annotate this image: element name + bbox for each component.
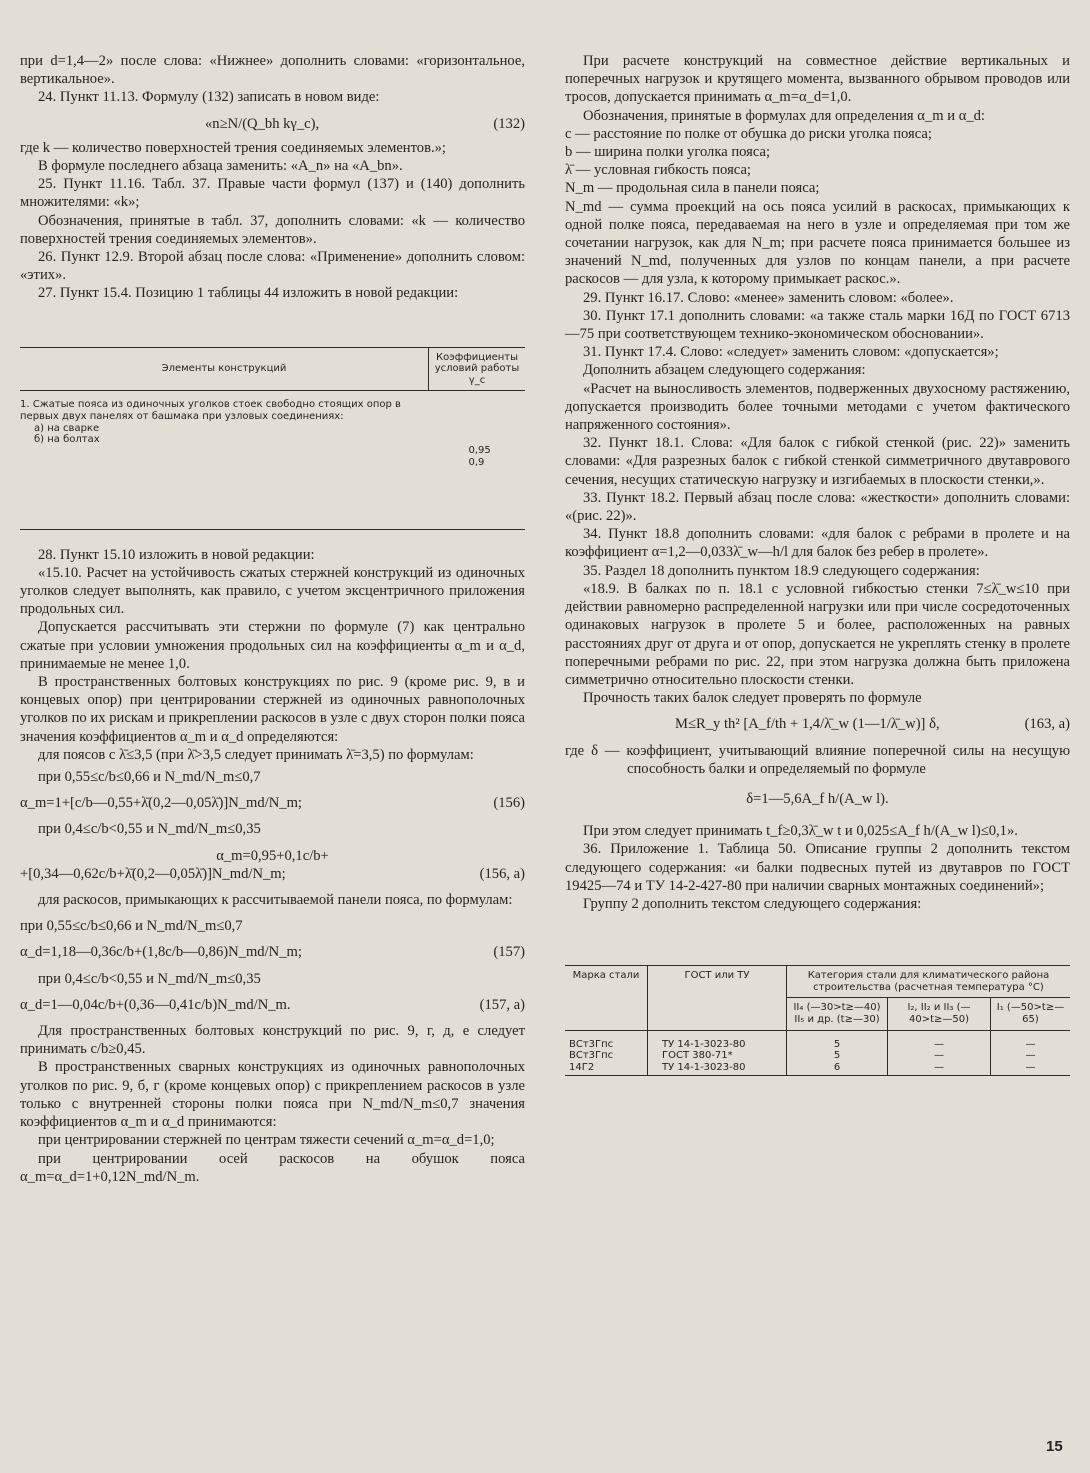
formula-text: +[0,34—0,62c/b+λ̄(0,2—0,05λ̄)]N_md/N_m; <box>20 865 286 882</box>
paragraph: для поясов с λ̄≤3,5 (при λ̄>3,5 следует принимать λ̄=3,5) по формулам: <box>38 746 474 763</box>
formula-number: (156) <box>493 795 525 812</box>
left-column <box>20 52 525 1186</box>
paragraph: 34. Пункт 18.8 дополнить словами: «для балок с ребрами в пролете и на коэффициент α=1,2—0,033λ̄_w—h/l для балок без ребер в пролете». <box>565 526 1070 561</box>
cell-value: 0,9 <box>468 457 485 469</box>
paragraph: 32. Пункт 18.1. Слова: «Для балок с гибкой стенкой (рис. 22)» заменить словами: «Для разрезных балок с гибкой стенкой симметричного двутаврового сечения, несущих статическую нагрузку и изгибаемых в плоскости стенки,». <box>565 435 1070 488</box>
paragraph: 27. Пункт 15.4. Позицию 1 таблицы 44 изложить в новой редакции: <box>38 285 459 302</box>
table-header: I₁ (—50>t≥—65) <box>991 998 1071 1030</box>
paragraph: λ̄ — условная гибкость пояса; <box>565 162 751 179</box>
page-number: 15 <box>1046 1438 1063 1455</box>
paragraph: 25. Пункт 11.16. Табл. 37. Правые части формул (137) и (140) дополнить множителями: «k»; <box>20 176 525 211</box>
table-cell: 5 5 6 <box>787 1030 888 1076</box>
formula-163a <box>565 715 1070 733</box>
table-header: I₂, II₂ и II₃ (—40>t≥—50) <box>888 998 991 1030</box>
paragraph: 31. Пункт 17.4. Слово: «следует» заменить словом: «допускается»; <box>583 344 999 361</box>
paragraph: где k — количество поверхностей трения соединяемых элементов.»; <box>20 139 446 156</box>
paragraph: c — расстояние по полке от обушка до риски уголка пояса; <box>565 125 932 142</box>
formula-number: (132) <box>493 115 525 132</box>
formula-156a <box>20 865 525 883</box>
cell-text: б) на болтах <box>34 434 100 446</box>
formula-text: α_d=1—0,04c/b+(0,36—0,41c/b)N_md/N_m. <box>20 996 291 1013</box>
formula-number: (157, а) <box>479 996 525 1013</box>
table-row <box>565 1030 1070 1076</box>
table-header: II₄ (—30>t≥—40) II₅ и др. (t≥—30) <box>787 998 888 1030</box>
formula-number: (163, а) <box>1024 716 1070 733</box>
paragraph: Обозначения, принятые в формулах для определения α_m и α_d: <box>583 107 985 124</box>
paragraph: N_m — продольная сила в панели пояса; <box>565 180 820 197</box>
paragraph: 24. Пункт 11.13. Формулу (132) записать в новом виде: <box>38 89 380 106</box>
paragraph: «15.10. Расчет на устойчивость сжатых стержней конструкций из одиночных уголков следует выполнять, как правило, с учетом эксцентричного приложения продольных сил. <box>20 564 525 618</box>
table-row <box>20 391 525 529</box>
paragraph: При этом следует принимать t_f≥0,3λ̄_w t и 0,025≤A_f h/(A_w l)≤0,1». <box>583 823 1018 840</box>
table-cell: ТУ 14-1-3023-80 ГОСТ 380-71* ТУ 14-1-3023-80 <box>648 1030 787 1076</box>
paragraph: 36. Приложение 1. Таблица 50. Описание группы 2 дополнить текстом следующего содержания: «и балки подвесных путей из двутавров по ГОСТ 19425—74 и ТУ 14-2-427-80 при наличии сварных монтажных соединений»; <box>565 841 1070 894</box>
formula-text: α_d=1,18—0,36c/b+(1,8c/b—0,86)N_md/N_m; <box>20 944 302 961</box>
cell-text: а) на сварке <box>34 422 100 434</box>
paragraph: 33. Пункт 18.2. Первый абзац после слова: «жесткости» дополнить словами: «(рис. 22)». <box>565 489 1070 525</box>
paragraph: b — ширина полки уголка пояса; <box>565 144 771 161</box>
formula-132 <box>20 115 525 133</box>
table-header: Марка стали <box>565 966 648 1030</box>
paragraph: для раскосов, примыкающих к рассчитываемой панели пояса, по формулам: <box>38 892 513 909</box>
paragraph: Для пространственных болтовых конструкций по рис. 9, г, д, е следует принимать c/b≥0,45. <box>20 1023 525 1058</box>
paragraph: 29. Пункт 16.17. Слово: «менее» заменить словом: «более». <box>583 289 954 306</box>
formula-text: «n≥N/(Q_bh kγ_c), <box>205 115 320 132</box>
table-cell <box>429 391 526 529</box>
formula-text: α_m=1+[c/b—0,55+λ̄(0,2—0,05λ̄)]N_md/N_m; <box>20 795 302 812</box>
paragraph: Обозначения, принятые в табл. 37, дополнить словами: «k — количество поверхностей трения соединяемых элементов». <box>20 212 525 247</box>
table-header: ГОСТ или ТУ <box>648 966 787 1030</box>
formula-157a <box>20 996 525 1014</box>
right-column <box>565 52 1070 1076</box>
paragraph: 26. Пункт 12.9. Второй абзац после слова: «Применение» дополнить словом: «этих». <box>20 249 525 284</box>
paragraph: при 0,55≤c/b≤0,66 и N_md/N_m≤0,7 <box>38 769 261 786</box>
paragraph: при 0,4≤c/b<0,55 и N_md/N_m≤0,35 <box>38 970 261 987</box>
table-header: Категория стали для климатического района строительства (расчетная температура °C) <box>787 966 1071 998</box>
table-cell: — — — <box>991 1030 1071 1076</box>
paragraph: 28. Пункт 15.10 изложить в новой редакции: <box>38 546 315 563</box>
table-cell: ВСт3Гпс ВСт3Гпс 14Г2 <box>565 1030 648 1076</box>
paragraph: при центрировании стержней по центрам тяжести сечений α_m=α_d=1,0; <box>38 1132 495 1149</box>
formula-delta: δ=1—5,6A_f h/(A_w l). <box>746 790 889 807</box>
paragraph: 30. Пункт 17.1 дополнить словами: «а также сталь марки 16Д по ГОСТ 6713—75 при соответствующем технико-экономическом обосновании». <box>565 307 1070 343</box>
table-header: Коэффициенты условий работы γ_c <box>429 347 526 391</box>
paragraph: В формуле последнего абзаца заменить: «A_n» на «A_bn». <box>38 158 403 175</box>
formula-156 <box>20 794 525 812</box>
formula-156a-line1: α_m=0,95+0,1c/b+ <box>216 847 329 864</box>
paragraph: Прочность таких балок следует проверять по формуле <box>583 690 922 707</box>
paragraph: При расчете конструкций на совместное действие вертикальных и поперечных нагрузок и крутящего момента, вызванного обрывом проводов или тросов, допускается принимать α_m=α_d=1,0. <box>565 53 1070 106</box>
paragraph: Дополнить абзацем следующего содержания: <box>583 362 866 379</box>
formula-number: (157) <box>493 944 525 961</box>
paragraph: N_md — сумма проекций на ось пояса усилий в раскосах, примыкающих к одной полке пояса, передаваемая на него в узле и определяемая при том же сочетании нагрузок, как для N_m; при расчете пояса принимается большее из значений N_md, полученных для узлов по концам панели, а при расчете раскосов — для узла, к которому примыкает раскос.». <box>565 198 1070 288</box>
formula-text: M≤R_y th² [A_f/th + 1,4/λ̄_w (1—1/λ̄_w)] δ, <box>675 716 940 733</box>
paragraph: Допускается рассчитывать эти стержни по формуле (7) как центрально сжатые при условии умножения продольных сил на коэффициенты α_m и α_d, принимаемые не менее 1,0. <box>20 619 525 672</box>
paragraph: «Расчет на выносливость элементов, подверженных двухосному растяжению, допускается производить более точными методами с учетом фактического напряженного состояния». <box>565 380 1070 434</box>
formula-number: (156, а) <box>479 865 525 882</box>
paragraph: при d=1,4—2» после слова: «Нижнее» дополнить словами: «горизонтальное, вертикальное». <box>20 53 525 88</box>
paragraph: при 0,4≤c/b<0,55 и N_md/N_m≤0,35 <box>38 821 261 838</box>
table-header: Элементы конструкций <box>20 347 429 391</box>
table-cell <box>20 391 429 529</box>
paragraph: В пространственных сварных конструкциях из одиночных равнополочных уголков по рис. 9, б, г (кроме концевых опор) с прикреплением раскосов в узле только с внутренней стороны полки пояса при N_md/N_m≤0,7 значения коэффициентов α_m и α_d принимаются: <box>20 1059 525 1131</box>
cell-value: 0,95 <box>468 445 491 457</box>
cell-text: 1. Сжатые пояса из одиночных уголков стоек свободно стоящих опор в первых двух панелях от башмака при узловых соединениях: <box>20 399 401 423</box>
paragraph: В пространственных болтовых конструкциях по рис. 9 (кроме рис. 9, в и концевых опор) при центрировании стержней из одиночных равнополочных уголков по их рискам и прикреплении раскосов в узле с двух сторон полки пояса значения коэффициентов α_m и α_d определяются: <box>20 674 525 745</box>
formula-157 <box>20 943 525 961</box>
paragraph: при 0,55≤c/b≤0,66 и N_md/N_m≤0,7 <box>20 918 243 935</box>
paragraph: 35. Раздел 18 дополнить пунктом 18.9 следующего содержания: <box>583 562 980 579</box>
paragraph: где δ — коэффициент, учитывающий влияние поперечной силы на несущую способность балки и определяемый по формуле <box>565 742 1070 777</box>
paragraph: Группу 2 дополнить текстом следующего содержания: <box>583 895 922 912</box>
table-cell: — — — <box>888 1030 991 1076</box>
table-44-excerpt <box>20 347 525 530</box>
paragraph: при центрировании осей раскосов на обушок пояса α_m=α_d=1+0,12N_md/N_m. <box>20 1150 525 1185</box>
paragraph: «18.9. В балках по п. 18.1 с условной гибкостью стенки 7≤λ̄_w≤10 при действии равномерно распределенной нагрузки или при числе сосредоточенных одинаковых нагрузок в пролете 5 и более, расположенных на равных расстояниях друг от друга и от опор, допускается не укреплять стенку в пролете поперечными ребрами по рис. 22, при этом нагрузка должна быть приложена симметрично относительно плоскости стенки. <box>565 580 1070 688</box>
table-50-group-2 <box>565 965 1070 1076</box>
